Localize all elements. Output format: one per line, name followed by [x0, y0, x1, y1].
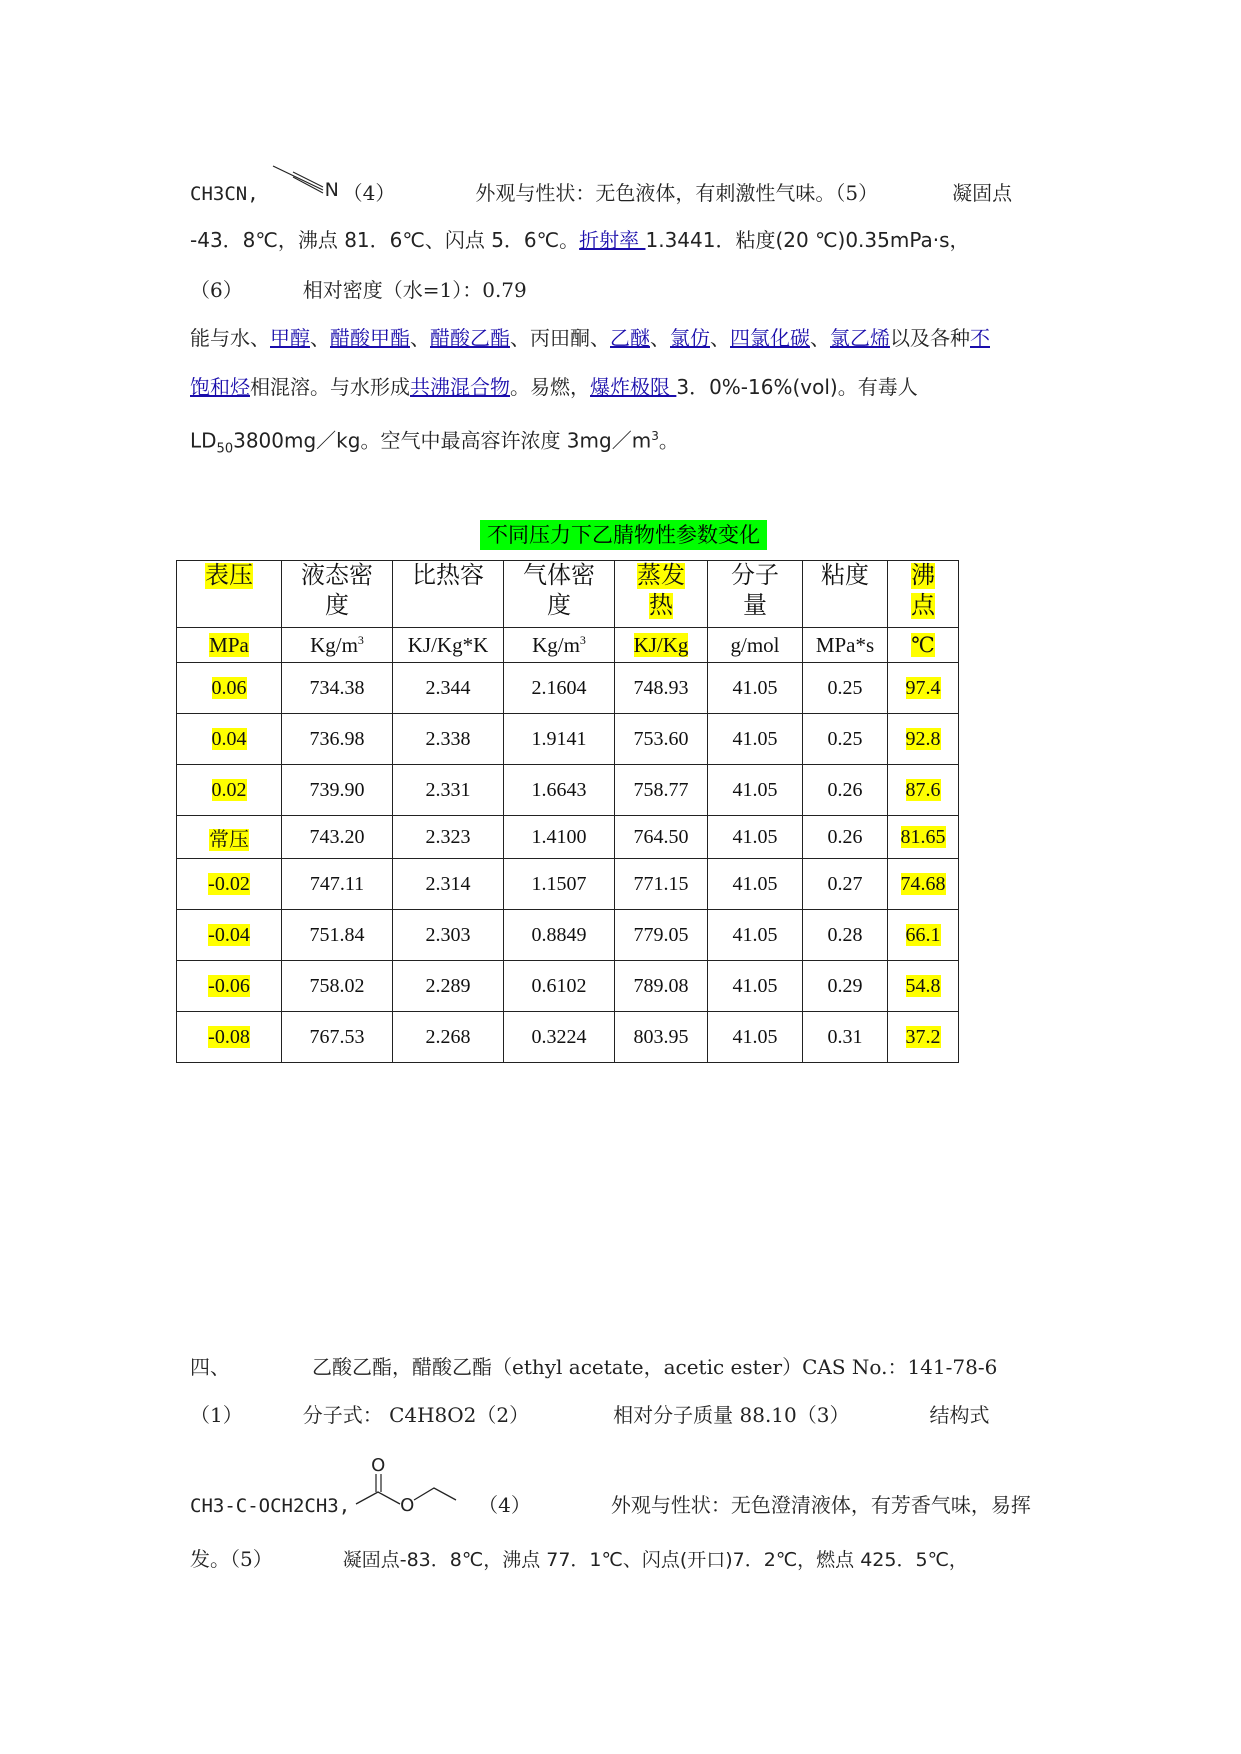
miscible-prefix: 能与水、: [190, 326, 270, 350]
cell-value: 751.84: [309, 923, 365, 946]
properties-table: [176, 560, 959, 1063]
cell-viscosity: [803, 961, 888, 1012]
cell-pressure: [177, 961, 282, 1012]
unit-cell: [615, 628, 708, 663]
cell-liquid-density: [282, 1012, 393, 1063]
unit-cell: [393, 628, 504, 663]
separator: 、: [810, 326, 830, 350]
cell-value: 736.98: [309, 727, 365, 750]
explosion-limit-value: 3．0%-16%(vol)。有毒人: [676, 375, 918, 399]
cell-value: 0.31: [827, 1025, 863, 1048]
cell-value: 54.8: [905, 974, 941, 997]
boiling-flash-points: -43．8℃，沸点 81．6℃、闪点 5．6℃。: [190, 228, 580, 252]
unit-cell: [504, 628, 615, 663]
cell-vaporization-heat: [615, 961, 708, 1012]
cell-specific-heat: [393, 765, 504, 816]
cell-molecular-weight: [708, 859, 803, 910]
cell-vaporization-heat: [615, 765, 708, 816]
cell-gas-density: [504, 663, 615, 714]
header-boiling-point: [888, 561, 959, 628]
cell-boiling-point: [888, 765, 959, 816]
unit-cell: [803, 628, 888, 663]
cell-value: 41.05: [732, 872, 778, 895]
cell-liquid-density: [282, 910, 393, 961]
volatile-item-5: 发。（5）: [190, 1547, 273, 1571]
separator: 、丙田酮、: [510, 326, 610, 350]
header-text: 量: [743, 593, 767, 619]
acetonitrile-line-1: [190, 179, 1012, 208]
cell-specific-heat: [393, 816, 504, 859]
unit-text: MPa*s: [815, 632, 875, 657]
table-row: [177, 961, 959, 1012]
acetonitrile-line-2: [190, 226, 970, 254]
header-text: 粘度: [821, 563, 869, 589]
cell-value: 1.6643: [531, 778, 587, 801]
unit-text: MPa: [209, 632, 249, 657]
header-text: 沸: [911, 563, 935, 589]
cell-value: 92.8: [905, 727, 941, 750]
cell-liquid-density: [282, 961, 393, 1012]
toxicity-text: 3800mg／kg。空气中最高容许浓度 3mg／m: [233, 428, 652, 453]
cell-viscosity: [803, 816, 888, 859]
ethyl-acetate-line-3: [190, 1455, 1031, 1520]
cell-value: 87.6: [905, 778, 941, 801]
cell-value: 789.08: [633, 974, 689, 997]
header-text: 度: [325, 593, 349, 619]
unit-superscript: 3: [579, 632, 586, 647]
ld-subscript: 50: [216, 441, 234, 457]
cell-pressure: [177, 1012, 282, 1063]
cell-viscosity: [803, 910, 888, 961]
cell-value: 0.3224: [531, 1025, 587, 1048]
cell-value: 2.268: [425, 1025, 471, 1048]
header-text: 表压: [205, 563, 253, 589]
unit-text: KJ/Kg: [633, 632, 689, 657]
ethyl-acetate-line-1: [190, 1353, 997, 1381]
cell-value: 0.27: [827, 872, 863, 895]
item-5-label: （5）: [835, 181, 879, 205]
header-gauge-pressure: [177, 561, 282, 628]
unit-text: KJ/Kg*K: [407, 632, 489, 657]
acetonitrile-line-6: [190, 422, 679, 464]
cell-value: 758.77: [633, 778, 689, 801]
table-units-row: [177, 628, 959, 663]
cell-value: 764.50: [633, 825, 689, 848]
header-liquid-density: [282, 561, 393, 628]
miscible-text: 相混溶。与水形成: [250, 375, 410, 399]
cell-value: 0.28: [827, 923, 863, 946]
cell-gas-density: [504, 961, 615, 1012]
carbonyl-oxygen-label: O: [371, 1455, 386, 1476]
ethyl-acetate-structure: [350, 1455, 478, 1520]
unit-text: g/mol: [730, 632, 780, 657]
cell-value: 0.06: [211, 676, 247, 699]
unit-cell: [888, 628, 959, 663]
cell-gas-density: [504, 765, 615, 816]
cell-value: 747.11: [309, 872, 365, 895]
cell-liquid-density: [282, 714, 393, 765]
cell-pressure: [177, 859, 282, 910]
ethyl-acetate-line-2: [190, 1401, 989, 1429]
link-unsaturated-hydrocarbon[interactable]: 饱和烃: [190, 375, 250, 399]
table-row: [177, 714, 959, 765]
separator: 、: [410, 326, 430, 350]
cell-value: 2.314: [425, 872, 471, 895]
cell-molecular-weight: [708, 1012, 803, 1063]
cell-viscosity: [803, 663, 888, 714]
flammable-text: 。易燃，: [510, 375, 590, 399]
cell-value: 0.8849: [531, 923, 587, 946]
cell-gas-density: [504, 910, 615, 961]
cell-value: 41.05: [732, 923, 778, 946]
molecular-formula: 分子式： C4H8O2（2）: [302, 1403, 530, 1427]
ethyl-acetate-heading: 乙酸乙酯，醋酸乙酯（ethyl acetate，acetic ester）CAS No.：141-78-6: [312, 1355, 998, 1379]
cell-value: 2.1604: [531, 676, 587, 699]
cell-value: 74.68: [900, 872, 946, 895]
cell-value: 41.05: [732, 727, 778, 750]
cell-value: 1.4100: [531, 825, 587, 848]
appearance-text: 外观与性状：无色澄清液体，有芳香气味，易挥: [610, 1493, 1031, 1517]
cell-molecular-weight: [708, 910, 803, 961]
refraction-viscosity-text: 1.3441．粘度(20 ℃)0.35mPa·s，: [645, 228, 970, 252]
cell-vaporization-heat: [615, 859, 708, 910]
cell-value: 37.2: [905, 1025, 941, 1048]
freezing-boiling-points: 凝固点-83．8℃，沸点 77．1℃、闪点(开口)7．2℃，燃点 425．5℃，: [342, 1549, 968, 1571]
separator: 、: [710, 326, 730, 350]
table-header-row: [177, 561, 959, 628]
link-methyl-acetate[interactable]: 醋酸甲酯: [330, 326, 410, 350]
freezing-point-label: 凝固点: [952, 181, 1013, 205]
header-text: 点: [911, 593, 935, 619]
cell-viscosity: [803, 1012, 888, 1063]
cell-value: 0.25: [827, 727, 863, 750]
cell-viscosity: [803, 859, 888, 910]
cell-molecular-weight: [708, 961, 803, 1012]
cell-value: 0.26: [827, 825, 863, 848]
cell-specific-heat: [393, 961, 504, 1012]
table-row: [177, 663, 959, 714]
separator: 以及各种: [890, 326, 970, 350]
cell-vaporization-heat: [615, 910, 708, 961]
unit-text: Kg/m: [310, 632, 358, 657]
cell-value: -0.06: [208, 974, 250, 997]
cell-molecular-weight: [708, 714, 803, 765]
cell-gas-density: [504, 1012, 615, 1063]
item-1-label: （1）: [190, 1403, 243, 1427]
cell-specific-heat: [393, 1012, 504, 1063]
cell-value: 81.65: [900, 825, 946, 848]
cell-value: 2.303: [425, 923, 471, 946]
cell-value: 0.26: [827, 778, 863, 801]
acetonitrile-structure: [271, 180, 343, 208]
relative-density-text: 相对密度（水=1）：0.79: [302, 278, 527, 302]
cell-specific-heat: [393, 910, 504, 961]
cell-boiling-point: [888, 859, 959, 910]
cell-value: 739.90: [309, 778, 365, 801]
header-specific-heat: [393, 561, 504, 628]
unit-text: Kg/m: [532, 632, 580, 657]
cell-boiling-point: [888, 714, 959, 765]
cell-value: 779.05: [633, 923, 689, 946]
cell-value: 41.05: [732, 778, 778, 801]
acetonitrile-line-4: [190, 324, 990, 352]
formula-ethyl-acetate: CH3-C-OCH2CH3,: [190, 1495, 351, 1517]
header-text: 气体密: [523, 563, 595, 589]
header-text: 液态密: [301, 563, 373, 589]
separator: 、: [310, 326, 330, 350]
link-unsaturated-start[interactable]: 不: [970, 326, 990, 350]
table-row: [177, 910, 959, 961]
cell-value: 767.53: [309, 1025, 365, 1048]
cell-value: 1.1507: [531, 872, 587, 895]
cell-pressure: [177, 910, 282, 961]
unit-cell: [708, 628, 803, 663]
header-vaporization-heat: [615, 561, 708, 628]
link-methanol[interactable]: 甲醇: [270, 326, 310, 350]
cell-vaporization-heat: [615, 663, 708, 714]
cell-pressure: [177, 663, 282, 714]
acetonitrile-line-3: [190, 276, 527, 304]
structure-label: 结构式: [929, 1403, 990, 1427]
cell-gas-density: [504, 859, 615, 910]
cell-value: 2.344: [425, 676, 471, 699]
cell-boiling-point: [888, 816, 959, 859]
cell-gas-density: [504, 714, 615, 765]
cell-value: 748.93: [633, 676, 689, 699]
link-ether[interactable]: 乙醚: [610, 326, 650, 350]
link-chloroform[interactable]: 氯仿: [670, 326, 710, 350]
cell-value: 66.1: [905, 923, 941, 946]
header-text: 分子: [731, 563, 779, 589]
cell-boiling-point: [888, 1012, 959, 1063]
link-explosion-limit[interactable]: 爆炸极限: [590, 375, 677, 399]
nitrile-bond-icon: [271, 162, 331, 202]
separator: 、: [650, 326, 670, 350]
cell-value: 1.9141: [531, 727, 587, 750]
cell-pressure: [177, 816, 282, 859]
cell-value: 41.05: [732, 825, 778, 848]
cell-pressure: [177, 765, 282, 816]
cell-value: 2.338: [425, 727, 471, 750]
cell-boiling-point: [888, 663, 959, 714]
ether-oxygen-label: O: [400, 1495, 415, 1516]
cell-value: 753.60: [633, 727, 689, 750]
table-body: [177, 663, 959, 1063]
table-row: [177, 765, 959, 816]
cell-value: 0.02: [211, 778, 247, 801]
header-text: 热: [649, 593, 673, 619]
cell-value: 41.05: [732, 1025, 778, 1048]
cell-specific-heat: [393, 714, 504, 765]
table-title: 不同压力下乙腈物性参数变化: [480, 520, 767, 550]
cell-pressure: [177, 714, 282, 765]
link-azeotrope[interactable]: 共沸混合物: [410, 375, 510, 399]
link-vinyl-chloride[interactable]: 氯乙烯: [830, 326, 890, 350]
molecular-weight: 相对分子质量 88.10（3）: [613, 1403, 850, 1427]
cell-value: 803.95: [633, 1025, 689, 1048]
cell-value: 0.29: [827, 974, 863, 997]
cell-value: 2.323: [425, 825, 471, 848]
cell-boiling-point: [888, 961, 959, 1012]
cubic-superscript: 3: [651, 429, 659, 443]
cell-value: -0.02: [208, 872, 250, 895]
formula-ch3cn: CH3CN,: [190, 183, 259, 205]
link-ethyl-acetate[interactable]: 醋酸乙酯: [430, 326, 510, 350]
cell-value: 2.289: [425, 974, 471, 997]
cell-value: 0.6102: [531, 974, 587, 997]
cell-viscosity: [803, 714, 888, 765]
cell-value: 41.05: [732, 974, 778, 997]
header-gas-density: [504, 561, 615, 628]
cell-vaporization-heat: [615, 1012, 708, 1063]
cell-specific-heat: [393, 859, 504, 910]
ethyl-acetate-line-4: [190, 1545, 968, 1574]
unit-text: ℃: [911, 632, 935, 657]
cell-molecular-weight: [708, 816, 803, 859]
cell-boiling-point: [888, 910, 959, 961]
cell-value: 734.38: [309, 676, 365, 699]
cell-liquid-density: [282, 859, 393, 910]
cell-value: 758.02: [309, 974, 365, 997]
cell-value: 0.25: [827, 676, 863, 699]
acetonitrile-line-5: [190, 373, 918, 401]
cell-liquid-density: [282, 765, 393, 816]
item-4-label: （4）: [478, 1493, 531, 1517]
cell-value: 771.15: [633, 872, 689, 895]
table-row: [177, 816, 959, 859]
table-row: [177, 859, 959, 910]
ester-skeleton-icon: [350, 1458, 480, 1518]
unit-cell: [177, 628, 282, 663]
cell-value: 常压: [209, 828, 249, 851]
period: 。: [658, 428, 679, 453]
ld-label: LD: [190, 428, 217, 453]
header-text: 度: [547, 593, 571, 619]
appearance-text: 外观与性状：无色液体，有刺激性气味。: [475, 181, 836, 205]
header-viscosity: [803, 561, 888, 628]
cell-value: 41.05: [732, 676, 778, 699]
cell-specific-heat: [393, 663, 504, 714]
cell-molecular-weight: [708, 663, 803, 714]
link-refractive-index[interactable]: 折射率: [579, 228, 646, 252]
header-text: 比热容: [412, 563, 484, 589]
cell-value: 743.20: [309, 825, 365, 848]
header-text: 蒸发: [637, 563, 685, 589]
item-4-label: （4）: [342, 181, 396, 205]
cell-gas-density: [504, 816, 615, 859]
cell-value: 2.331: [425, 778, 471, 801]
cell-value: -0.08: [208, 1025, 250, 1048]
cell-value: 97.4: [905, 676, 941, 699]
nitrogen-label: N: [324, 179, 339, 201]
table-row: [177, 1012, 959, 1063]
cell-value: 0.04: [211, 727, 247, 750]
item-6-label: （6）: [190, 278, 243, 302]
cell-liquid-density: [282, 663, 393, 714]
cell-viscosity: [803, 765, 888, 816]
link-carbon-tetrachloride[interactable]: 四氯化碳: [730, 326, 810, 350]
cell-vaporization-heat: [615, 714, 708, 765]
cell-molecular-weight: [708, 765, 803, 816]
cell-vaporization-heat: [615, 816, 708, 859]
unit-superscript: 3: [357, 632, 364, 647]
cell-liquid-density: [282, 816, 393, 859]
unit-cell: [282, 628, 393, 663]
header-molecular-weight: [708, 561, 803, 628]
section-number: 四、: [190, 1355, 230, 1379]
cell-value: -0.04: [208, 923, 250, 946]
